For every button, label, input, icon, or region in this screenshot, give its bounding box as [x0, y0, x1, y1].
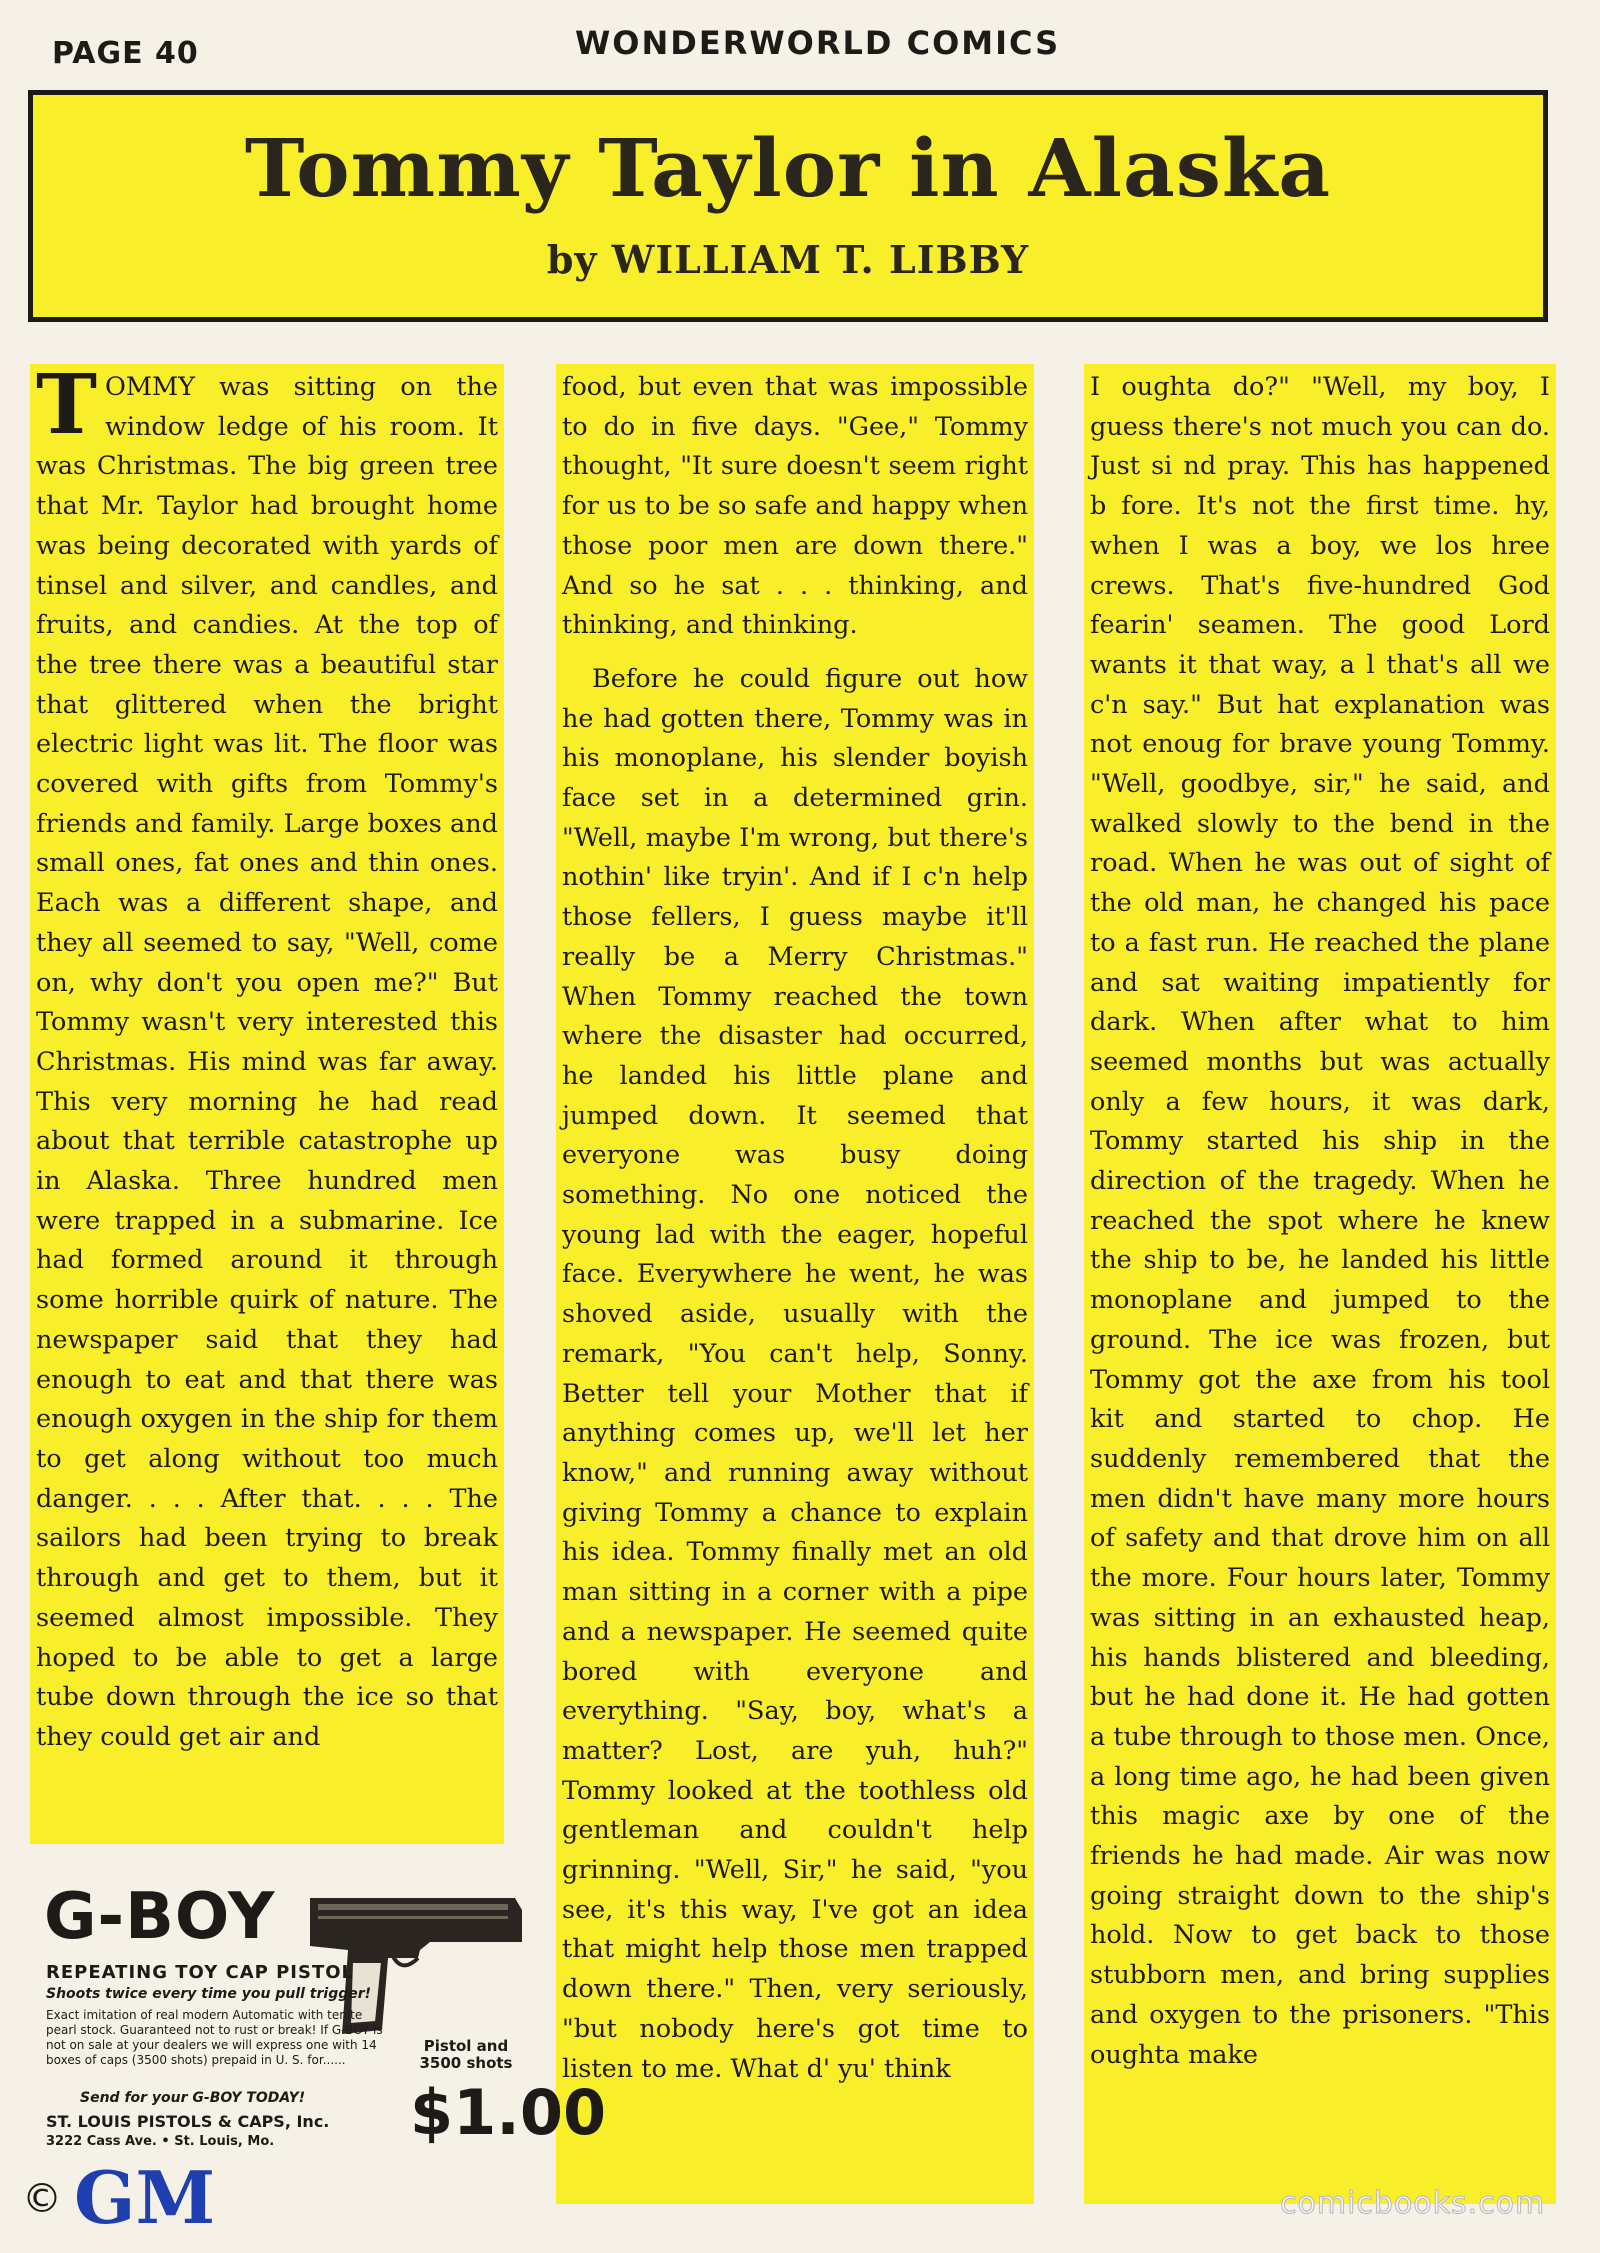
ad-address: 3222 Cass Ave. • St. Louis, Mo. [46, 2134, 275, 2149]
column-3-text: I oughta do?" "Well, my boy, I guess there's not much you can do. Just si nd pray. This has happened b fore. It's not the first time. hy, when I was a boy, we los hree crews. That's five-hundred God fearin' seamen. The good Lord wants it that way, a l that's all we c'n say." But hat explanation was not enoug for brave young Tommy. "Well, goodbye, sir," he said, and walked slowly to the bend in the road. When he was out of sight of the old man, he changed his pace to a fast run. He reached the plane and sat waiting impatiently for dark. When after what to him seemed months but was actually only a few hours, it was dark, Tommy started his ship in the direction of the tragedy. When he reached the spot where he knew the ship to be, he landed his little monoplane and jumped to the ground. The ice was frozen, but Tommy got the axe from his tool kit and started to chop. He suddenly remembered that the men didn't have many more hours of safety and that drove him on all the more. Four hours later, Tommy was sitting in an exhausted heap, his hands blistered and bleeding, but he had done it. He had gotten a tube through to those men. Once, a long time ago, he had been given this magic axe by one of the friends he had made. Air was now going straight down to the ship's hold. Now to get back to those stubborn men, and bring supplies and oxygen to the prisoners. "This oughta make [1090, 372, 1550, 2070]
story-title-box [28, 90, 1548, 322]
g-boy-advertisement [40, 1880, 607, 2149]
ad-price-label: Pistol and 3500 shots [419, 2037, 513, 2072]
text-column-3 [1084, 364, 1556, 2204]
page-number: PAGE 40 [52, 36, 199, 71]
column-2-paragraph-2: Before he could figure out how he had gotten there, Tommy was in his monoplane, his slender boyish face set in a determined grin. "Well, maybe I'm wrong, but there's nothin' like tryin'. And if I c'n help those fellers, I guess maybe it'll really be a Merry Christmas." When Tommy reached the town where the disaster had occurred, he landed his little plane and jumped down. It seemed that everyone was busy doing something. No one noticed the young lad with the eager, hopeful face. Everywhere he went, he was shoved aside, usually with the remark, "You can't help, Sonny. Better tell your Mother that if anything comes up, we'll let her know," and running away without giving Tommy a chance to explain his idea. Tommy finally met an old man sitting in a corner with a pipe and a newspaper. He seemed quite bored with everyone and everything. "Say, boy, what's a matter? Lost, are yuh, huh?" Tommy looked at the toothless old gentleman and couldn't help grinning. "Well, Sir," he said, "you see, it's this way, I've got an idea that might help those men trapped down there." Then, very seriously, "but nobody here's got time to listen to me. What d' yu' think [562, 663, 1028, 2084]
copyright-icon: © [22, 2176, 62, 2222]
ad-subtitle: REPEATING TOY CAP PISTOL [46, 1962, 355, 1983]
story-title: Tommy Taylor in Alaska [244, 121, 1332, 215]
story-byline: by WILLIAM T. LIBBY [546, 237, 1030, 282]
column-1-text: OMMY was sitting on the window ledge of his room. It was Christmas. The big green tree that Mr. Taylor had brought home was being decorated with yards of tinsel and silver, and candles, and fruits, and candies. At the top of the tree there was a beautiful star that glittered when the bright electric light was lit. The floor was covered with gifts from Tommy's friends and family. Large boxes and small ones, fat ones and thin ones. Each was a different shape, and they all seemed to say, "Well, come on, why don't you open me?" But Tommy wasn't very interested this Christmas. His mind was far away. This very morning he had read about that terrible catastrophe up in Alaska. Three hundred men were trapped in a submarine. Ice had formed around it through some horrible quirk of nature. The newspaper said that they had enough to eat and that there was enough oxygen in the ship for them to get along without too much danger. . . . After that. . . . The sailors had been trying to break through and get to them, but it seemed almost impossible. They hoped to be able to get a large tube down through the ice so that they could get air and [36, 372, 498, 1752]
publisher-logo [22, 2155, 232, 2240]
ad-company: ST. LOUIS PISTOLS & CAPS, Inc. [46, 2112, 330, 2131]
logo-text: GM [74, 2155, 216, 2240]
magazine-title: WONDERWORLD COMICS [575, 24, 1061, 62]
column-2-paragraph-1: food, but even that was impossible to do in five days. "Gee," Tommy thought, "It sure doesn't seem right for us to be so safe and happy when those poor men are down there." And so he sat . . . thinking, and thinking, and thinking. [562, 372, 1028, 641]
watermark: comicbooks.com [1280, 2186, 1546, 2221]
ad-call-to-action: Send for your G-BOY TODAY! [80, 2090, 306, 2106]
ad-price: $1.00 [410, 2076, 607, 2149]
text-column-2 [556, 364, 1034, 2204]
ad-description: Exact imitation of real modern Automatic with tenite pearl stock. Guaranteed not to rust or break! If G-BOY is not on sale at your dealers we will express one with 14 boxes of caps (3500 shots) prepaid in U. S. for...... [46, 2008, 383, 2067]
ad-tagline: Shoots twice every time you pull trigger! [46, 1986, 372, 2002]
ad-product-name: G-BOY [44, 1880, 276, 1954]
text-column-1 [30, 357, 504, 1844]
drop-cap: T [36, 357, 98, 453]
